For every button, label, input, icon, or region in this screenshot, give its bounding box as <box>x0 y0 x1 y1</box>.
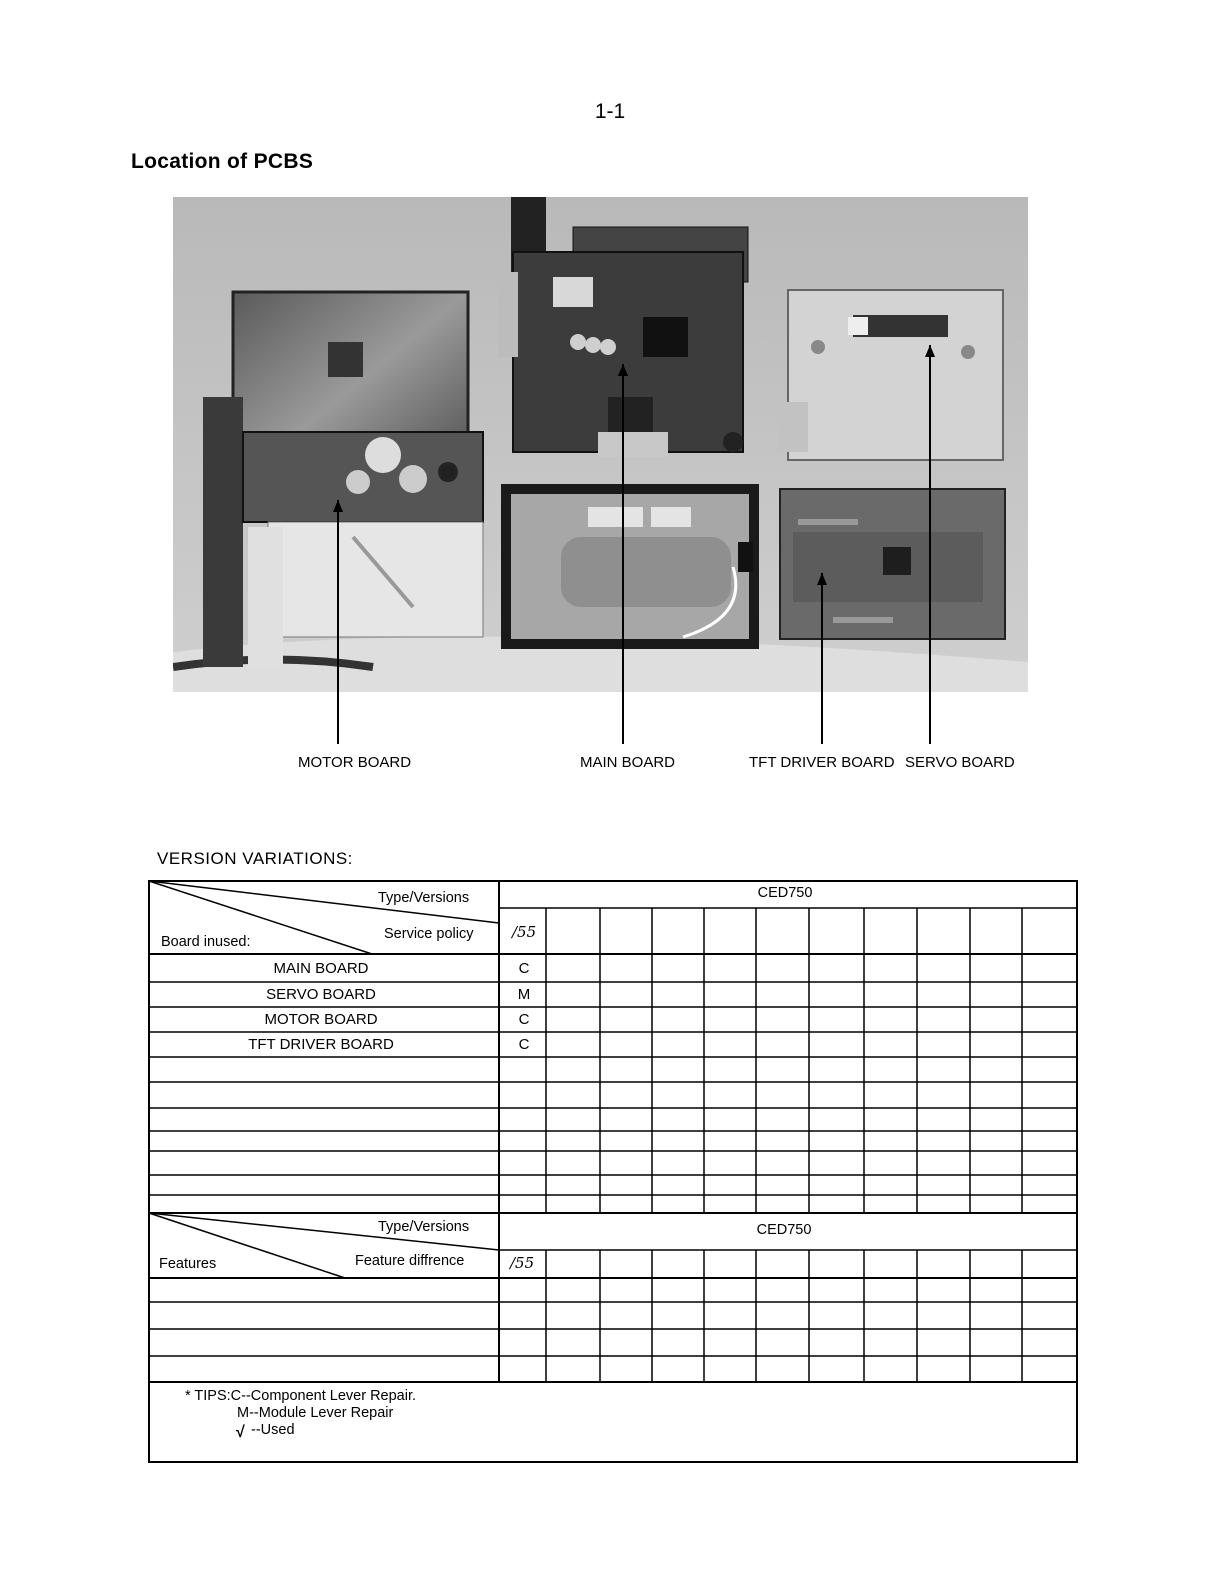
table1-model: CED750 <box>757 885 813 901</box>
version-variations-title: VERSION VARIATIONS: <box>157 849 353 868</box>
table1-version: /55 <box>512 923 537 941</box>
table2-model: CED750 <box>756 1222 812 1238</box>
tips-line-used: --Used <box>251 1422 295 1438</box>
page-number: 1-1 <box>594 100 626 123</box>
label-motor-board: MOTOR BOARD <box>298 754 412 771</box>
table2-header-row: Features <box>159 1256 217 1272</box>
table1-row-label: TFT DRIVER BOARD <box>248 1036 394 1053</box>
table2-version: /55 <box>510 1254 535 1272</box>
tips-line-module: M--Module Lever Repair <box>237 1405 394 1421</box>
table1-row-value: C <box>518 1036 530 1053</box>
label-servo-board: SERVO BOARD <box>905 754 1015 771</box>
label-main-board: MAIN BOARD <box>580 754 676 771</box>
check-mark-icon: √ <box>236 1424 245 1441</box>
tips-line-component: * TIPS:C--Component Lever Repair. <box>185 1388 417 1404</box>
table2-header-feature: Feature diffrence <box>355 1253 465 1269</box>
page-heading: Location of PCBS <box>131 150 314 173</box>
table1-row-label: SERVO BOARD <box>266 986 376 1003</box>
table2-header-type: Type/Versions <box>378 1219 470 1235</box>
table1-row-label: MAIN BOARD <box>273 960 369 977</box>
table1-row-value: M <box>517 986 531 1003</box>
table1-row-value: C <box>518 960 530 977</box>
table1-header-policy: Service policy <box>384 926 474 942</box>
table1-header-type: Type/Versions <box>378 890 470 906</box>
table1-header-row: Board inused: <box>161 934 251 950</box>
table1-row-label: MOTOR BOARD <box>264 1011 378 1028</box>
label-tft-driver-board: TFT DRIVER BOARD <box>749 754 895 771</box>
table1-row-value: C <box>518 1011 530 1028</box>
